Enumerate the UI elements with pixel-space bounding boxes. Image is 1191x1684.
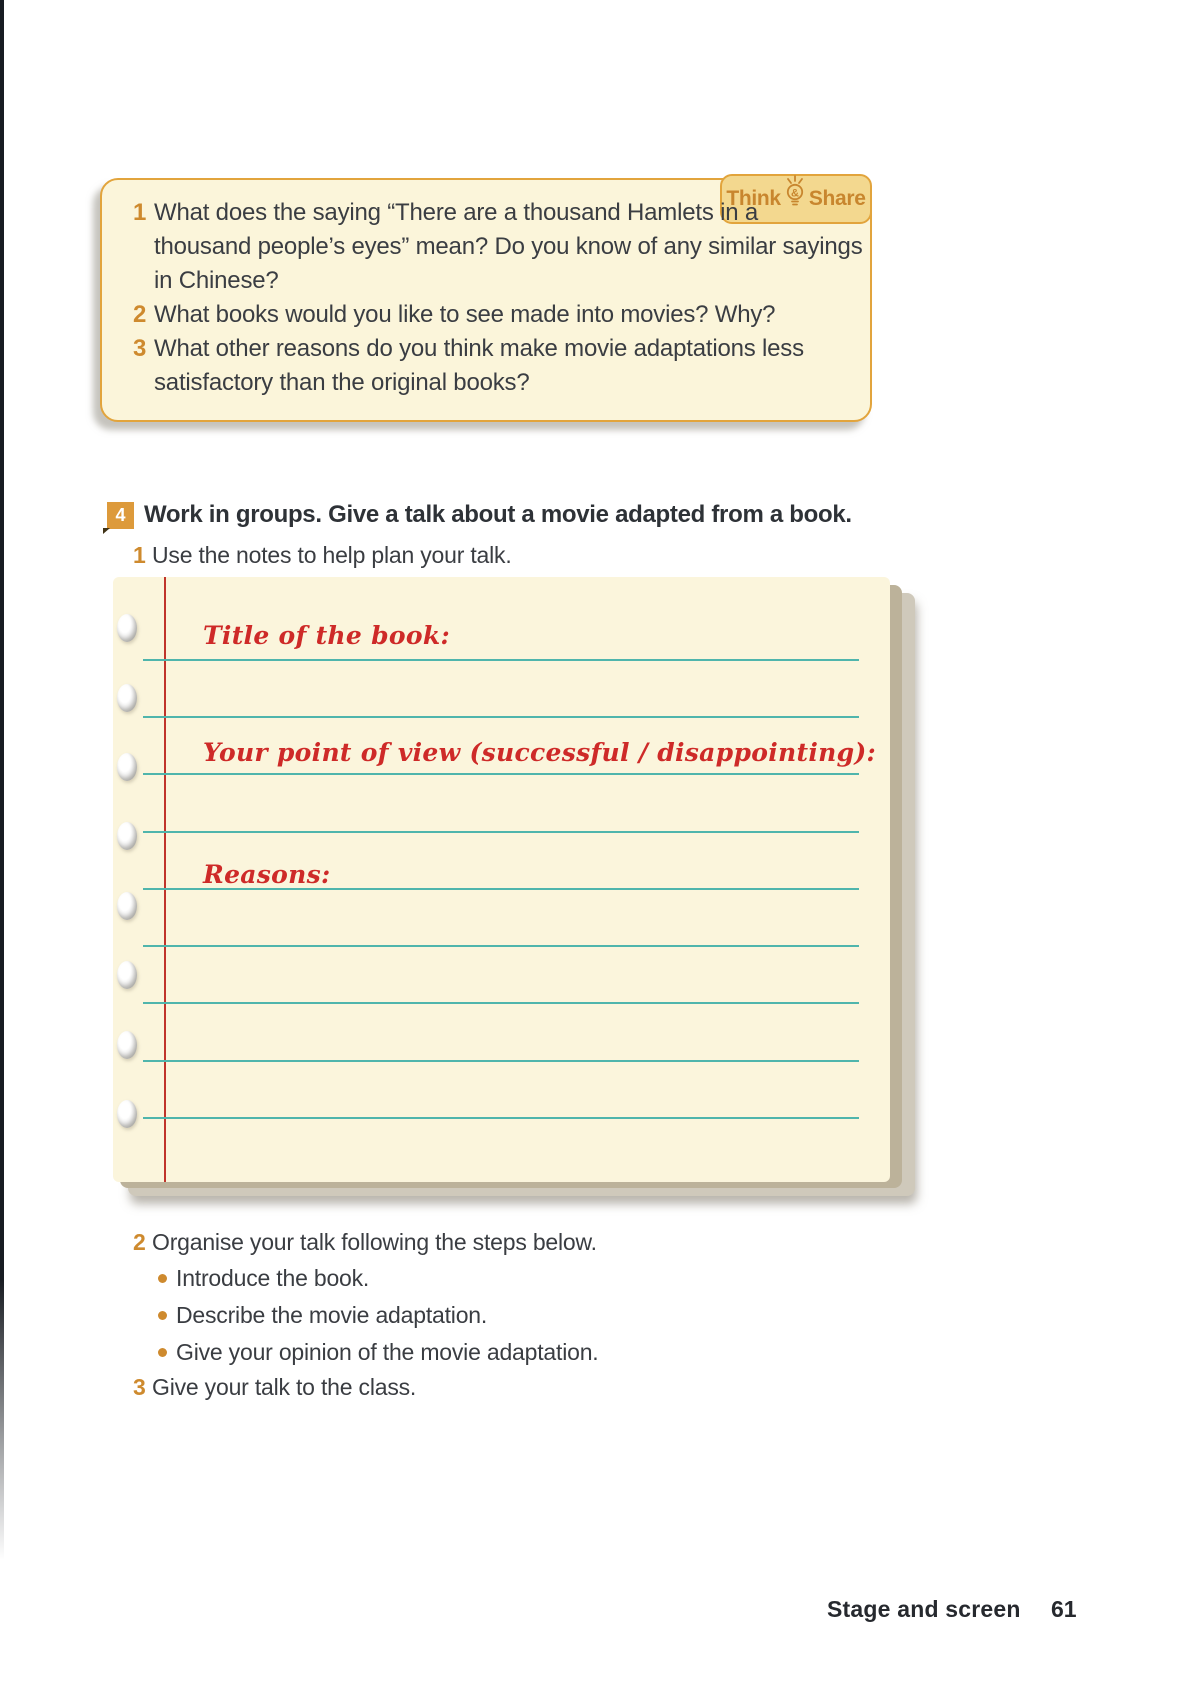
punch-hole: [117, 1100, 137, 1128]
step-number: 3: [133, 1374, 146, 1400]
notebook-prompt-opinion: Your point of view (successful / disappointing):: [203, 738, 877, 767]
page-edge-strip: [0, 0, 4, 1560]
step-bullet-item: [158, 1300, 487, 1330]
bullet-text: Give your opinion of the movie adaptation.: [176, 1339, 599, 1365]
notebook-margin-line: [164, 577, 166, 1182]
punch-hole: [117, 753, 137, 781]
punch-hole: [117, 961, 137, 989]
notebook-rule-line: [143, 716, 859, 718]
bullet-text: Introduce the book.: [176, 1265, 370, 1291]
step-text: Organise your talk following the steps below.: [152, 1229, 597, 1255]
activity-number-badge: 4: [107, 502, 134, 529]
question-number: 1: [133, 199, 147, 226]
question-item: [133, 332, 848, 400]
activity-title: Work in groups. Give a talk about a movie adapted from a book.: [144, 501, 852, 528]
question-text-line: in Chinese?: [154, 267, 279, 294]
notebook-rule-line: [143, 945, 859, 947]
footer-section-title: Stage and screen: [827, 1596, 1021, 1622]
question-text: [154, 332, 848, 400]
bullet-dot-icon: [158, 1311, 167, 1320]
share-label: Share: [808, 187, 866, 210]
punch-hole: [117, 822, 137, 850]
notebook-rule-line: [143, 831, 859, 833]
step-bullet-item: [158, 1263, 369, 1293]
notebook-rule-line: [143, 659, 859, 661]
notebook-rule-line: [143, 1002, 859, 1004]
notebook-rule-line: [143, 1060, 859, 1062]
step-text: Give your talk to the class.: [152, 1374, 417, 1400]
question-text-line: What books would you like to see made into movies? Why?: [154, 301, 776, 328]
notebook-rule-line: [143, 1117, 859, 1119]
notebook-prompt-title: Title of the book:: [203, 621, 451, 650]
think-label: Think: [726, 187, 781, 210]
step-number: 1: [133, 542, 146, 568]
punch-hole: [117, 614, 137, 642]
question-text: [154, 298, 848, 332]
question-text: [154, 196, 863, 298]
step-text: Use the notes to help plan your talk.: [152, 542, 512, 568]
question-text-line: thousand people’s eyes” mean? Do you know of any similar sayings: [154, 233, 863, 260]
think-share-box: [100, 178, 872, 422]
question-item: [133, 298, 848, 332]
bullet-dot-icon: [158, 1348, 167, 1357]
activity-step-1: [133, 540, 512, 570]
notebook-rule-line: [143, 773, 859, 775]
notebook-prompt-reasons: Reasons:: [203, 860, 331, 889]
step-bullet-item: [158, 1337, 598, 1367]
punch-hole: [117, 892, 137, 920]
activity-step-3: [133, 1372, 416, 1402]
punch-hole: [117, 1031, 137, 1059]
step-number: 2: [133, 1229, 146, 1255]
question-number: 3: [133, 335, 147, 362]
question-text-line: satisfactory than the original books?: [154, 369, 530, 396]
question-text-line: What does the saying “There are a thousand Hamlets in a: [154, 199, 759, 226]
notebook-page: [113, 577, 890, 1182]
bullet-dot-icon: [158, 1274, 167, 1283]
question-number: 2: [133, 301, 147, 328]
question-text-line: What other reasons do you think make movie adaptations less: [154, 335, 804, 362]
bullet-text: Describe the movie adaptation.: [176, 1302, 488, 1328]
punch-hole: [117, 684, 137, 712]
footer-page-number: 61: [1051, 1596, 1077, 1622]
activity-step-2: [133, 1227, 597, 1257]
svg-text:&: &: [790, 187, 799, 200]
